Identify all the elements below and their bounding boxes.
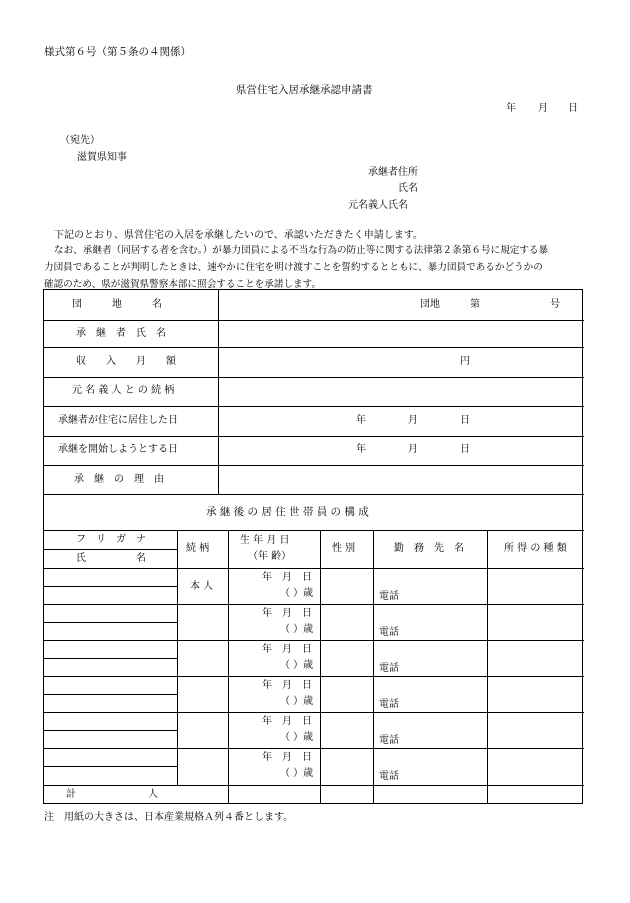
pledge-line-3: 確認のため、県が滋賀県警察本部に照会することを承諾します。 bbox=[44, 279, 322, 290]
col-work: 勤 務 先 名 bbox=[394, 543, 464, 554]
resided-year: 年 bbox=[356, 415, 366, 426]
resided-month: 月 bbox=[408, 415, 418, 426]
phone-label: 電話 bbox=[379, 771, 399, 782]
col-income-type: 所 得 の 種 類 bbox=[504, 543, 567, 554]
birth-ymd: 年 月 日 bbox=[262, 716, 312, 727]
phone-label: 電話 bbox=[379, 735, 399, 746]
phone-label: 電話 bbox=[379, 663, 399, 674]
self-relation-label: 本 人 bbox=[190, 581, 214, 592]
start-year: 年 bbox=[356, 444, 366, 455]
birth-ymd: 年 月 日 bbox=[262, 572, 312, 583]
danchi-label: 団 地 名 bbox=[72, 299, 162, 310]
application-form-table bbox=[43, 289, 583, 804]
total-label: 計 bbox=[66, 789, 76, 800]
form-title: 県営住宅入居承継承認申請書 bbox=[236, 84, 373, 96]
birth-ymd: 年 月 日 bbox=[262, 752, 312, 763]
birth-ymd: 年 月 日 bbox=[262, 608, 312, 619]
applicant-address-label: 承継者住所 bbox=[368, 167, 418, 178]
start-day: 日 bbox=[460, 444, 470, 455]
successor-name-field[interactable] bbox=[220, 322, 582, 346]
request-paragraph: 下記のとおり、県営住宅の入居を承継したいので、承認いただきたく申請します。 bbox=[54, 230, 423, 241]
former-holder-name-label: 元名義人氏名 bbox=[348, 200, 408, 211]
income-field[interactable] bbox=[220, 349, 582, 376]
phone-label: 電話 bbox=[379, 699, 399, 710]
col-sex: 性 別 bbox=[332, 543, 356, 554]
age-label: （ ）歳 bbox=[280, 624, 314, 635]
age-label: （ ）歳 bbox=[280, 768, 314, 779]
col-age: （年 齢） bbox=[248, 551, 292, 562]
col-relation: 続 柄 bbox=[186, 543, 210, 554]
resided-date-label: 承継者が住宅に居住した日 bbox=[58, 415, 178, 426]
applicant-name-label: 氏名 bbox=[398, 183, 418, 194]
relation-field[interactable] bbox=[220, 379, 582, 405]
income-label: 収 入 月 額 bbox=[76, 356, 176, 367]
reason-field[interactable] bbox=[220, 467, 582, 493]
household-section-title: 承 継 後 の 居 住 世 帯 員 の 構 成 bbox=[206, 506, 369, 518]
birth-ymd: 年 月 日 bbox=[262, 644, 312, 655]
phone-label: 電話 bbox=[379, 591, 399, 602]
dai-label: 第 bbox=[470, 299, 480, 310]
birth-ymd: 年 月 日 bbox=[262, 680, 312, 691]
total-unit: 人 bbox=[148, 789, 158, 800]
governor-label: 滋賀県知事 bbox=[77, 152, 127, 163]
date-month: 月 bbox=[538, 103, 548, 114]
addressee-label: （宛先） bbox=[60, 135, 100, 146]
yen-label: 円 bbox=[460, 356, 470, 367]
col-name: 氏 名 bbox=[76, 553, 146, 564]
reason-label: 承 継 の 理 由 bbox=[74, 474, 164, 485]
start-month: 月 bbox=[408, 444, 418, 455]
successor-name-label: 承 継 者 氏 名 bbox=[76, 328, 166, 339]
col-furigana: フ リ ガ ナ bbox=[76, 534, 146, 545]
start-date-label: 承継を開始しようとする日 bbox=[58, 444, 178, 455]
pledge-line-1: なお、承継者（同居する者を含む。）が暴力団員による不当な行為の防止等に関する法律第２条第６号に規定する暴 bbox=[54, 245, 549, 256]
go-label: 号 bbox=[550, 299, 560, 310]
resided-day: 日 bbox=[460, 415, 470, 426]
form-number: 様式第６号（第５条の４関係） bbox=[44, 46, 191, 58]
age-label: （ ）歳 bbox=[280, 732, 314, 743]
age-label: （ ）歳 bbox=[280, 660, 314, 671]
col-birth: 生 年 月 日 bbox=[240, 535, 290, 546]
phone-label: 電話 bbox=[379, 627, 399, 638]
date-year: 年 bbox=[506, 103, 516, 114]
age-label: （ ）歳 bbox=[280, 588, 314, 599]
age-label: （ ）歳 bbox=[280, 696, 314, 707]
relation-label: 元 名 義 人 と の 続 柄 bbox=[72, 385, 175, 396]
danchi-suffix: 団地 bbox=[420, 299, 440, 310]
paper-size-note: 注 用紙の大きさは、日本産業規格Ａ列４番とします。 bbox=[44, 812, 294, 823]
date-day: 日 bbox=[568, 103, 578, 114]
pledge-line-2: 力団員であることが判明したときは、速やかに住宅を明け渡すことを誓約するとともに、暴力団員であるかどうかの bbox=[44, 262, 543, 273]
